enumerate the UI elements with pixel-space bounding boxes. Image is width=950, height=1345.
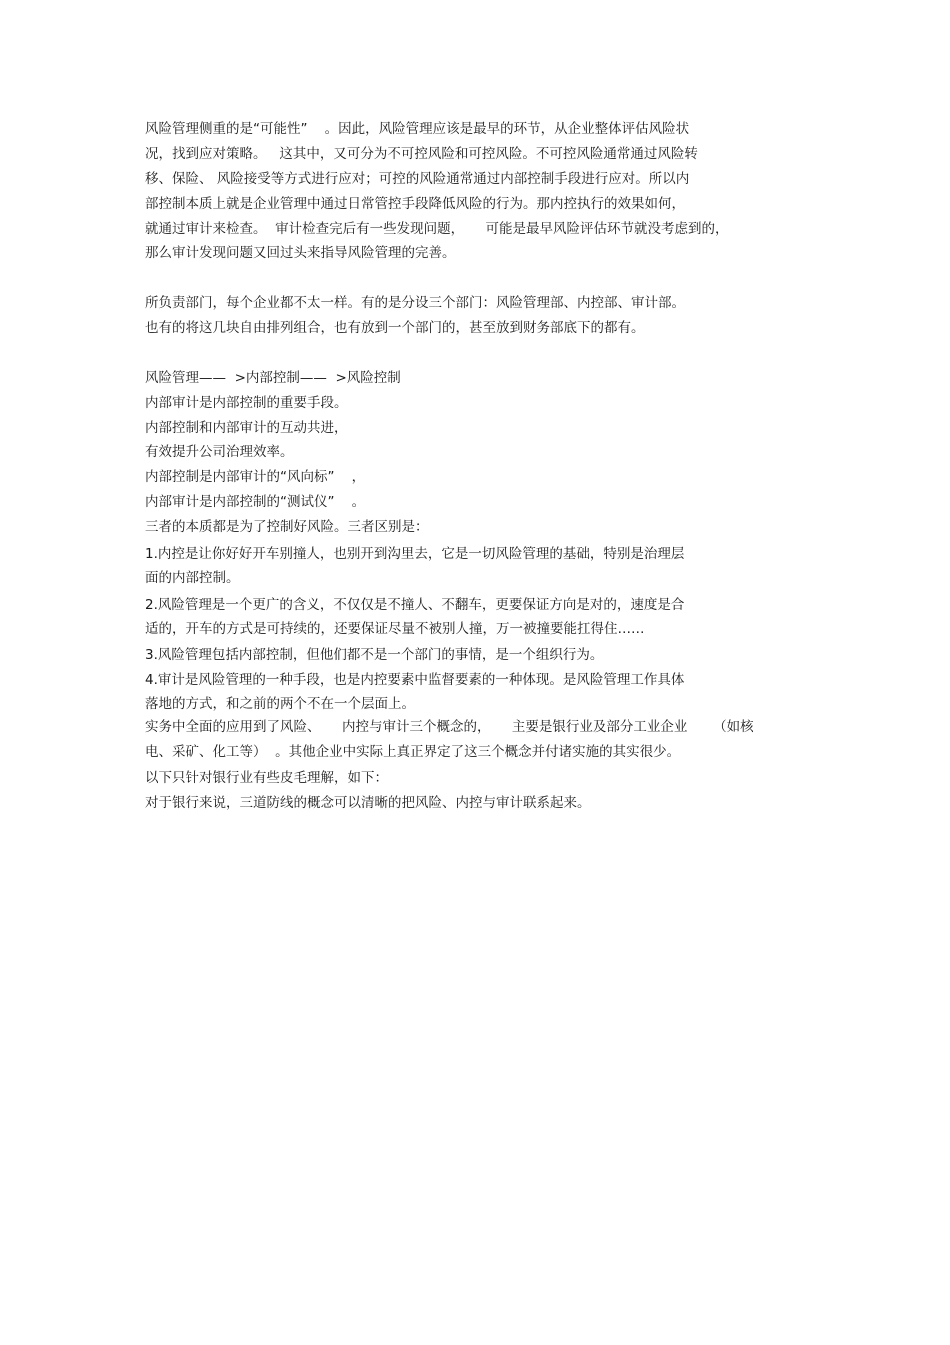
paragraph1-line-6: 那么审计发现问题又回过头来指导风险管理的完善。 [145, 245, 456, 261]
paragraph3-line-16: 电、采矿、化工等） 。其他企业中实际上真正界定了这三个概念并付诸实施的其实很少。 [145, 744, 681, 760]
paragraph1-line-4: 部控制本质上就是企业管理中通过日常管控手段降低风险的行为。那内控执行的效果如何， [145, 196, 685, 212]
paragraph3-line-6: 内部审计是内部控制的“测试仪” 。 [145, 494, 366, 510]
paragraph1-line-5: 就通过审计来检查。 审计检查完后有一些发现问题， 可能是最早风险评估环节就没考虑到的， [145, 221, 729, 237]
paragraph3-line-14: 落地的方式，和之前的两个不在一个层面上。 [145, 696, 415, 712]
paragraph3-line-18: 对于银行来说，三道防线的概念可以清晰的把风险、内控与审计联系起来。 [145, 795, 591, 811]
paragraph3-line-5: 内部控制是内部审计的“风向标” ， [145, 469, 366, 485]
paragraph3-line-1: 风险管理—— >内部控制—— >风险控制 [145, 370, 401, 386]
paragraph3-line-10: 2.风险管理是一个更广的含义，不仅仅是不撞人、不翻车，更要保证方向是对的，速度是合 [145, 597, 685, 613]
paragraph3-line-12: 3.风险管理包括内部控制，但他们都不是一个部门的事情，是一个组织行为。 [145, 647, 604, 663]
paragraph3-line-7: 三者的本质都是为了控制好风险。三者区别是： [145, 519, 429, 535]
paragraph3-line-9: 面的内部控制。 [145, 570, 240, 586]
paragraph3-line-17: 以下只针对银行业有些皮毛理解，如下： [145, 770, 388, 786]
paragraph1-line-1: 风险管理侧重的是“可能性” 。因此，风险管理应该是最早的环节，从企业整体评估风险状 [145, 121, 690, 137]
paragraph2-line-1: 所负责部门，每个企业都不太一样。有的是分设三个部门：风险管理部、内控部、审计部。 [145, 295, 685, 311]
paragraph3-line-4: 有效提升公司治理效率。 [145, 444, 294, 460]
paragraph2-line-2: 也有的将这几块自由排列组合，也有放到一个部门的，甚至放到财务部底下的都有。 [145, 320, 645, 336]
paragraph1-line-2: 况，找到应对策略。 这其中，又可分为不可控风险和可控风险。不可控风险通常通过风险转 [145, 146, 698, 162]
paragraph1-line-3: 移、保险、 风险接受等方式进行应对；可控的风险通常通过内部控制手段进行应对。所以内 [145, 171, 690, 187]
paragraph3-line-13: 4.审计是风险管理的一种手段，也是内控要素中监督要素的一种体现。是风险管理工作具体 [145, 672, 685, 688]
paragraph3-line-8: 1.内控是让你好好开车别撞人，也别开到沟里去，它是一切风险管理的基础，特别是治理层 [145, 546, 685, 562]
paragraph3-line-3: 内部控制和内部审计的互动共进， [145, 420, 348, 436]
paragraph3-line-15: 实务中全面的应用到了风险、 内控与审计三个概念的， 主要是银行业及部分工业企业 （如核 [145, 719, 754, 735]
paragraph3-line-11: 适的，开车的方式是可持续的，还要保证尽量不被别人撞，万一被撞要能扛得住…… [145, 621, 645, 637]
paragraph3-line-2: 内部审计是内部控制的重要手段。 [145, 395, 348, 411]
